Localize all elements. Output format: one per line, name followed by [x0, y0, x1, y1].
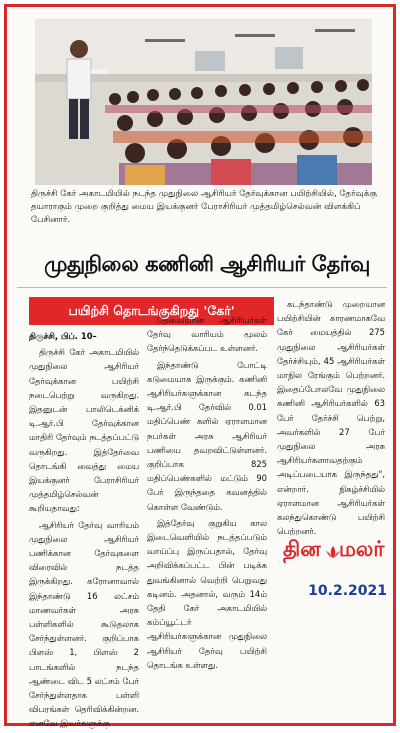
dinamalar-masthead-logo	[283, 533, 391, 573]
article-paragraph: திருச்சி கேர் அகாடமியில் முதுநிலை ஆசிரியர் தேர்வுக்கான பயிற்சி நடைபெற்று வருகிறது. இதனுடன் பாலிடெக்னிக் டி.ஆர்.பி தேர்வுக்கான மாதிரி தேர்வும் நடத்தப்பட்டு வருகிறது. இத்தேர்வை தொடங்கி வைத்து மைய இயக்குனர் பேராசிரியர் முத்தமிழ்செல்வன் கூறியதாவது:	[29, 347, 139, 514]
headline-divider	[17, 287, 387, 288]
article-column-2	[147, 313, 267, 674]
photo-caption: திருச்சி கேர் அகாடமியில் நடந்த முதுநிலை ஆசிரியர் தேர்வுக்கான பயிற்சியில், தேர்வுக்கு தயாராகும் முறை குறித்து மைய இயக்குனர் பேராசிரியர் முத்தமிழ்செல்வன் விளக்கிப் பேசினார்.	[31, 189, 377, 225]
masthead-part2: மலர்	[339, 537, 385, 561]
headline: முதுநிலை கணினி ஆசிரியர் தேர்வு	[44, 252, 370, 276]
subheadline-banner: பயிற்சி தொடங்குகிறது 'கேர்'	[29, 297, 274, 325]
article-column-3	[277, 297, 385, 540]
publication-date: 10.2.2021	[308, 583, 387, 599]
classroom-photo-image	[35, 19, 372, 185]
article-paragraph: கடந்தாண்டு முறையான பயிற்சியின் காரணமாகவே கேர் மையத்தில் 275 முதுநிலை ஆசிரியர்கள் தேர்ச்சியும், 45 ஆசிரியர்கள் மாநில ரேங்கும் பெற்றனர். இதைப்போலவே முதுநிலை கணினி ஆசிரியர்களில் 63 பேர் தேர்ச்சி பெற்று, அவர்களில் 27 பேர் முதுநிலை அரசு ஆசிரியர்களாவதற்கும் அடிப்படையாக இருந்தது", என்றார். நிகழ்ச்சியில் ஏராளமான ஆசிரியர்கள் கலந்துகொண்டு பயிற்சி பெற்றனர்.	[277, 299, 385, 537]
article-paragraph: இந்தாண்டு போட்டி கடுமையாக இருக்கும். கணினி ஆசிரியர்களுக்கான கடந்த டி.ஆர்.பி தேர்வில் 0.01 மதிப்பெண் களில் ஏராளமான நபர்கள் அரசு ஆசிரியர் பணியை தவறவிட்டுள்ளனர். குறிப்பாக 825 மதிப்பெண்களில் மட்டும் 90 பேர் இருந்ததை கவனத்தில் கொள்ள வேண்டும்.	[147, 359, 267, 512]
newspaper-clipping	[4, 4, 396, 729]
article-column-1	[29, 329, 139, 733]
news-photo	[35, 19, 372, 185]
dateline: திருச்சி, பிப். 10–	[29, 331, 97, 341]
article-paragraph: ஆசிரியர் தேர்வு வாரியம் முதுநிலை ஆசிரியர் பணிக்கான தேர்வுகளை விரைவில் நடத்த இருக்கிறது. கரோனாவால் இந்தாண்டு 16 லட்சம் மாணவர்கள் அரசு பள்ளிகளில் கூடுதலாக சேர்ந்துள்ளனர். குறிப்பாக பிளஸ் 1, பிளஸ் 2 பாடங்களில் நடந்த ஆண்டை விட 5 லட்சம் பேர் சேர்ந்துள்ளதாக பள்ளி விபரங்கள் தெரிவிக்கின்றன. எனவே இவர்களுக்கு	[29, 519, 139, 729]
masthead-part1: தின	[283, 537, 321, 561]
article-paragraph: தேவையான ஆசிரியர்கள் தேர்வு வாரியம் மூலம் தேர்ந்தெடுக்கப்பட உள்ளனர்.	[147, 315, 267, 354]
article-paragraph: இத்தேர்வு குறுகிய கால இடைவெளியில் நடத்தப்படும் வாய்ப்பு இருப்பதால், தேர்வு அறிவிக்கப்பட்ட பின் படிக்க துவங்கினால் வெற்றி பெறுவது கடினம். அதனால், வரும் 14ம் தேதி கேர் அகாடமியில் கம்ப்யூட்டர் ஆசிரியர்களுக்கான முதுநிலை ஆசிரியர் தேர்வு பயிற்சி தொடங்க உள்ளது.	[147, 517, 267, 670]
